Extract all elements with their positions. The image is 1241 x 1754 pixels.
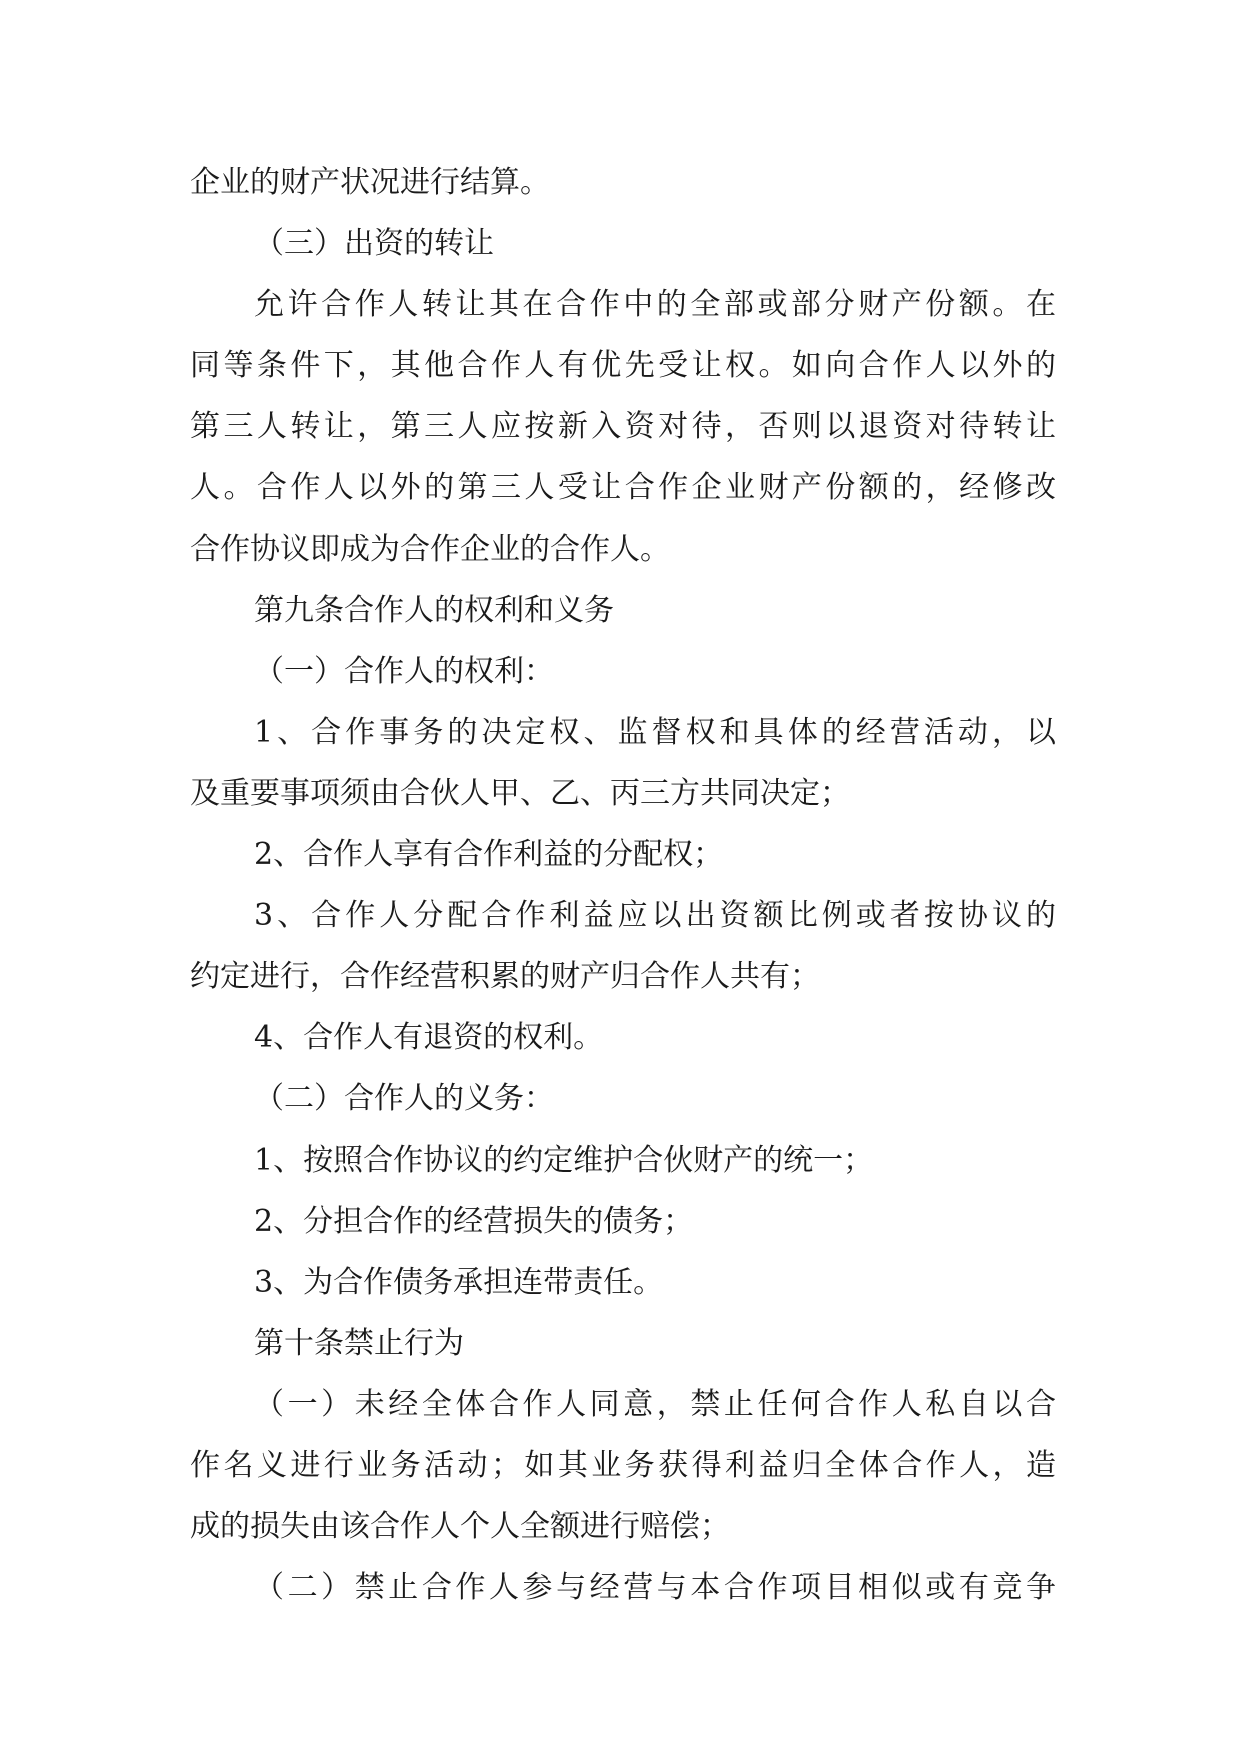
text-line: 同等条件下，其他合作人有优先受让权。如向合作人以外的 <box>190 348 1056 384</box>
section-heading: （一）合作人的权利： <box>254 653 554 689</box>
text-line: 企业的财产状况进行结算。 <box>190 165 550 200</box>
text-line: 约定进行，合作经营积累的财产归合作人共有； <box>190 959 820 995</box>
section-heading: （二）合作人的义务： <box>254 1081 554 1117</box>
list-item: 1、按照合作协议的约定维护合伙财产的统一； <box>254 1142 874 1178</box>
text-line: 作名义进行业务活动；如其业务获得利益归全体合作人，造 <box>190 1447 1056 1483</box>
text-line: 允许合作人转让其在合作中的全部或部分财产份额。在 <box>254 287 1056 323</box>
text-line: 合作协议即成为合作企业的合作人。 <box>190 531 670 567</box>
section-heading: （三）出资的转让 <box>254 226 494 262</box>
list-item: 2、合作人享有合作利益的分配权； <box>254 837 724 873</box>
list-item: （二）禁止合作人参与经营与本合作项目相似或有竞争 <box>254 1570 1056 1606</box>
text-line: 人。合作人以外的第三人受让合作企业财产份额的，经修改 <box>190 470 1056 506</box>
list-item: 3、为合作债务承担连带责任。 <box>254 1264 664 1300</box>
document-body <box>190 152 1056 1618</box>
article-heading: 第九条合作人的权利和义务 <box>254 592 614 628</box>
text-line: 成的损失由该合作人个人全额进行赔偿； <box>190 1509 730 1545</box>
text-line: 第三人转让，第三人应按新入资对待，否则以退资对待转让 <box>190 409 1056 445</box>
text-line: 及重要事项须由合伙人甲、乙、丙三方共同决定； <box>190 775 850 811</box>
list-item: 4、合作人有退资的权利。 <box>254 1020 604 1056</box>
list-item: 3、合作人分配合作利益应以出资额比例或者按协议的 <box>254 898 1056 934</box>
article-heading: 第十条禁止行为 <box>254 1325 464 1361</box>
list-item: 2、分担合作的经营损失的债务； <box>254 1203 694 1239</box>
list-item: 1、合作事务的决定权、监督权和具体的经营活动，以 <box>254 714 1056 750</box>
list-item: （一）未经全体合作人同意，禁止任何合作人私自以合 <box>254 1386 1056 1422</box>
